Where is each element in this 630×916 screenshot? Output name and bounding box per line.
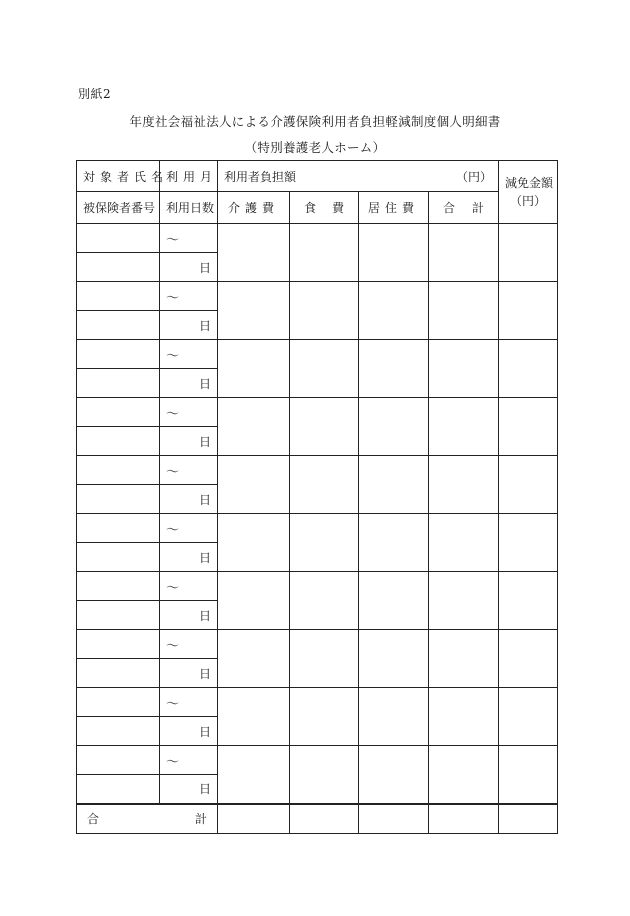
- header-row-1: [77, 161, 558, 192]
- subject-name-cell[interactable]: [77, 340, 160, 369]
- grand-total-residence-cost[interactable]: [359, 804, 429, 834]
- header-meal-cost-b: 費: [331, 201, 344, 215]
- insured-number-cell[interactable]: [77, 369, 160, 398]
- usage-days-cell[interactable]: 日: [160, 601, 218, 630]
- usage-month-cell[interactable]: ～: [160, 398, 218, 427]
- reduction-cell[interactable]: [499, 688, 558, 746]
- care-cost-cell[interactable]: [218, 514, 290, 572]
- grand-total-reduction[interactable]: [499, 804, 558, 834]
- total-cell[interactable]: [429, 282, 499, 340]
- header-insured-number: 被保険者番号: [77, 192, 160, 224]
- total-cell[interactable]: [429, 398, 499, 456]
- reduction-cell[interactable]: [499, 630, 558, 688]
- document-title: 年度社会福祉法人による介護保険利用者負担軽減制度個人明細書: [129, 114, 501, 129]
- subject-name-cell[interactable]: [77, 282, 160, 311]
- reduction-cell[interactable]: [499, 340, 558, 398]
- care-cost-cell[interactable]: [218, 688, 290, 746]
- usage-month-cell[interactable]: ～: [160, 224, 218, 253]
- grand-total-meal-cost[interactable]: [290, 804, 359, 834]
- usage-month-cell[interactable]: ～: [160, 630, 218, 659]
- care-cost-cell[interactable]: [218, 282, 290, 340]
- usage-month-cell[interactable]: ～: [160, 456, 218, 485]
- header-total-b: 計: [472, 201, 485, 215]
- usage-days-cell[interactable]: 日: [160, 311, 218, 340]
- header-care-cost: 介護費: [218, 192, 290, 224]
- residence-cost-cell[interactable]: [359, 456, 429, 514]
- header-total: [429, 192, 499, 224]
- grand-total-label-b: 計: [194, 812, 207, 827]
- subject-name-cell[interactable]: [77, 688, 160, 717]
- entry-row: [77, 282, 558, 311]
- residence-cost-cell[interactable]: [359, 398, 429, 456]
- care-cost-cell[interactable]: [218, 224, 290, 282]
- care-cost-cell[interactable]: [218, 456, 290, 514]
- entry-row: [77, 688, 558, 717]
- usage-month-cell[interactable]: ～: [160, 572, 218, 601]
- meal-cost-cell[interactable]: [290, 630, 359, 688]
- insured-number-cell[interactable]: [77, 775, 160, 804]
- usage-days-cell[interactable]: 日: [160, 253, 218, 282]
- subject-name-cell[interactable]: [77, 224, 160, 253]
- usage-month-cell[interactable]: ～: [160, 340, 218, 369]
- meal-cost-cell[interactable]: [290, 456, 359, 514]
- document-subtitle: （特別養護老人ホーム）: [244, 140, 386, 155]
- header-residence-cost: 居住費: [359, 192, 429, 224]
- residence-cost-cell[interactable]: [359, 746, 429, 804]
- care-cost-cell[interactable]: [218, 340, 290, 398]
- header-usage-month: 利用月: [160, 161, 218, 192]
- grand-total-row: [77, 804, 558, 834]
- insured-number-cell[interactable]: [77, 485, 160, 514]
- entry-row: [77, 456, 558, 485]
- meal-cost-cell[interactable]: [290, 282, 359, 340]
- insured-number-cell[interactable]: [77, 601, 160, 630]
- reduction-cell[interactable]: [499, 746, 558, 804]
- header-total-a: 合: [443, 201, 456, 215]
- meal-cost-cell[interactable]: [290, 224, 359, 282]
- usage-days-cell[interactable]: 日: [160, 543, 218, 572]
- care-cost-cell[interactable]: [218, 398, 290, 456]
- total-cell[interactable]: [429, 746, 499, 804]
- usage-days-cell[interactable]: 日: [160, 717, 218, 746]
- document-reference: 別紙2: [78, 87, 112, 101]
- residence-cost-cell[interactable]: [359, 282, 429, 340]
- header-yen-unit: （円）: [456, 169, 493, 184]
- meal-cost-cell[interactable]: [290, 514, 359, 572]
- header-user-burden: [218, 161, 499, 192]
- residence-cost-cell[interactable]: [359, 688, 429, 746]
- header-reduction-label: 減免金額: [505, 176, 554, 190]
- subject-name-cell[interactable]: [77, 572, 160, 601]
- header-meal-cost: [290, 192, 359, 224]
- usage-days-cell[interactable]: 日: [160, 659, 218, 688]
- header-user-burden-label: 利用者負担額: [224, 169, 297, 184]
- insured-number-cell[interactable]: [77, 717, 160, 746]
- entry-row: [77, 572, 558, 601]
- total-cell[interactable]: [429, 688, 499, 746]
- reduction-cell[interactable]: [499, 572, 558, 630]
- total-cell[interactable]: [429, 630, 499, 688]
- usage-month-cell[interactable]: ～: [160, 514, 218, 543]
- reduction-cell[interactable]: [499, 282, 558, 340]
- residence-cost-cell[interactable]: [359, 514, 429, 572]
- usage-month-cell[interactable]: ～: [160, 688, 218, 717]
- usage-days-cell[interactable]: 日: [160, 369, 218, 398]
- header-usage-days: 利用日数: [160, 192, 218, 224]
- insured-number-cell[interactable]: [77, 253, 160, 282]
- care-cost-cell[interactable]: [218, 746, 290, 804]
- total-cell[interactable]: [429, 456, 499, 514]
- header-meal-cost-a: 食: [304, 201, 317, 215]
- meal-cost-cell[interactable]: [290, 398, 359, 456]
- entry-row: [77, 224, 558, 253]
- grand-total-label-a: 合: [87, 812, 100, 827]
- insured-number-cell[interactable]: [77, 543, 160, 572]
- reduction-cell[interactable]: [499, 514, 558, 572]
- grand-total-total[interactable]: [429, 804, 499, 834]
- meal-cost-cell[interactable]: [290, 340, 359, 398]
- header-reduction-unit: （円）: [510, 194, 547, 208]
- entry-row: [77, 340, 558, 369]
- subject-name-cell[interactable]: [77, 514, 160, 543]
- entry-row: [77, 630, 558, 659]
- total-cell[interactable]: [429, 340, 499, 398]
- subject-name-cell[interactable]: [77, 630, 160, 659]
- total-cell[interactable]: [429, 572, 499, 630]
- header-reduction: [499, 161, 558, 224]
- subject-name-cell[interactable]: [77, 456, 160, 485]
- insured-number-cell[interactable]: [77, 659, 160, 688]
- meal-cost-cell[interactable]: [290, 746, 359, 804]
- meal-cost-cell[interactable]: [290, 688, 359, 746]
- statement-table: [76, 160, 558, 834]
- reduction-cell[interactable]: [499, 224, 558, 282]
- care-cost-cell[interactable]: [218, 630, 290, 688]
- usage-month-cell[interactable]: ～: [160, 282, 218, 311]
- insured-number-cell[interactable]: [77, 311, 160, 340]
- reduction-cell[interactable]: [499, 456, 558, 514]
- residence-cost-cell[interactable]: [359, 572, 429, 630]
- total-cell[interactable]: [429, 514, 499, 572]
- usage-days-cell[interactable]: 日: [160, 427, 218, 456]
- entry-row: [77, 746, 558, 775]
- entry-row: [77, 398, 558, 427]
- grand-total-care-cost[interactable]: [218, 804, 290, 834]
- header-subject-name: 対象者氏名: [77, 161, 160, 192]
- usage-month-cell[interactable]: ～: [160, 746, 218, 775]
- usage-days-cell[interactable]: 日: [160, 775, 218, 804]
- subject-name-cell[interactable]: [77, 398, 160, 427]
- insured-number-cell[interactable]: [77, 427, 160, 456]
- care-cost-cell[interactable]: [218, 572, 290, 630]
- usage-days-cell[interactable]: 日: [160, 485, 218, 514]
- entry-row: [77, 514, 558, 543]
- meal-cost-cell[interactable]: [290, 572, 359, 630]
- subject-name-cell[interactable]: [77, 746, 160, 775]
- total-cell[interactable]: [429, 224, 499, 282]
- grand-total-label: [77, 804, 218, 834]
- reduction-cell[interactable]: [499, 398, 558, 456]
- residence-cost-cell[interactable]: [359, 224, 429, 282]
- residence-cost-cell[interactable]: [359, 340, 429, 398]
- header-row-2: [77, 192, 558, 224]
- residence-cost-cell[interactable]: [359, 630, 429, 688]
